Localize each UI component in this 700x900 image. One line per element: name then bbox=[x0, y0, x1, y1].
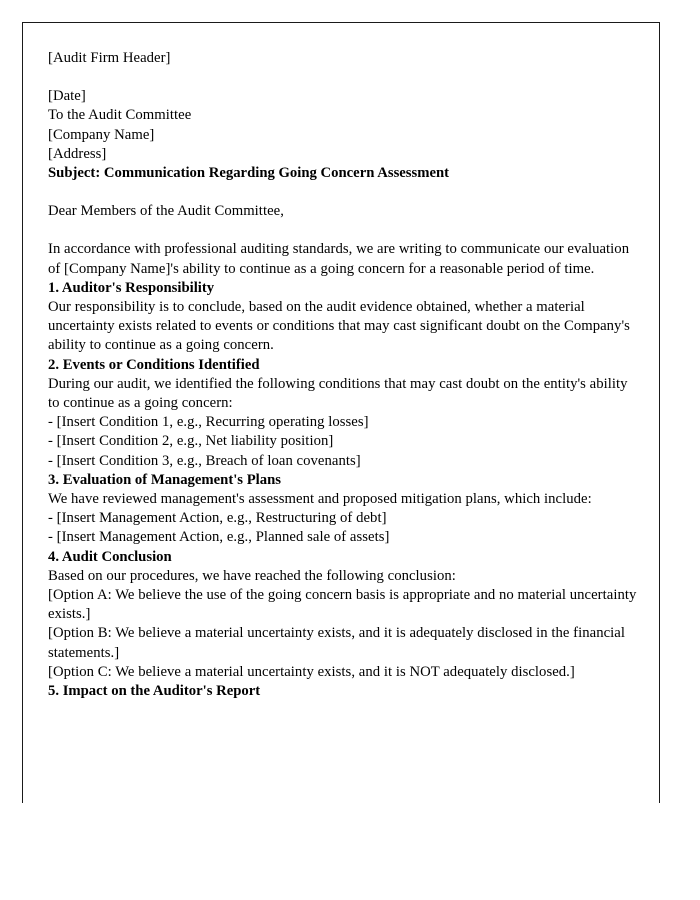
document-page bbox=[22, 22, 660, 803]
list-item: - [Insert Management Action, e.g., Planned sale of assets] bbox=[48, 529, 390, 546]
conclusion-option-a: [Option A: We believe the use of the going concern basis is appropriate and no material uncertainty exists.] bbox=[48, 587, 637, 623]
recipient-line-address: [Address] bbox=[48, 145, 107, 162]
document-body bbox=[23, 23, 659, 701]
salutation: Dear Members of the Audit Committee, bbox=[48, 203, 284, 220]
subject-line: Subject: Communication Regarding Going Concern Assessment bbox=[48, 165, 450, 182]
recipient-line-committee: To the Audit Committee bbox=[48, 107, 192, 124]
section-heading: 2. Events or Conditions Identified bbox=[48, 356, 260, 373]
section-body: Our responsibility is to conclude, based on the audit evidence obtained, whether a material uncertainty exists related to events or conditions that may cast significant doubt on the Company's ability to continue as a going concern. bbox=[48, 299, 630, 354]
section-heading: 1. Auditor's Responsibility bbox=[48, 279, 215, 296]
conclusion-option-b: [Option B: We believe a material uncertainty exists, and it is adequately disclosed in the financial statements.] bbox=[48, 625, 625, 661]
section-evaluation-of-management-plans bbox=[48, 471, 637, 548]
section-events-or-conditions bbox=[48, 356, 637, 471]
section-body: We have reviewed management's assessment and proposed mitigation plans, which include: bbox=[48, 491, 592, 508]
conclusion-option-c: [Option C: We believe a material uncertainty exists, and it is NOT adequately disclosed.] bbox=[48, 663, 575, 680]
section-impact-on-auditors-report bbox=[48, 682, 637, 701]
section-heading: 3. Evaluation of Management's Plans bbox=[48, 471, 281, 488]
recipient-address-block bbox=[48, 106, 637, 164]
document-date: [Date] bbox=[48, 88, 86, 105]
list-item: - [Insert Management Action, e.g., Restructuring of debt] bbox=[48, 510, 387, 527]
section-audit-conclusion bbox=[48, 548, 637, 682]
list-item: - [Insert Condition 3, e.g., Breach of loan covenants] bbox=[48, 452, 361, 469]
audit-firm-header: [Audit Firm Header] bbox=[48, 50, 171, 66]
section-body: Based on our procedures, we have reached the following conclusion: bbox=[48, 567, 456, 584]
intro-paragraph: In accordance with professional auditing standards, we are writing to communicate our evaluation of [Company Name]'s ability to continue as a going concern for a reasonable period of time. bbox=[48, 241, 630, 277]
list-item: - [Insert Condition 1, e.g., Recurring operating losses] bbox=[48, 414, 369, 431]
section-heading: 5. Impact on the Auditor's Report bbox=[48, 683, 261, 700]
list-item: - [Insert Condition 2, e.g., Net liability position] bbox=[48, 433, 334, 450]
recipient-line-company: [Company Name] bbox=[48, 126, 155, 143]
section-heading: 4. Audit Conclusion bbox=[48, 548, 172, 565]
section-body: During our audit, we identified the following conditions that may cast doubt on the entity's ability to continue as a going concern: bbox=[48, 375, 628, 412]
section-auditors-responsibility bbox=[48, 279, 637, 356]
